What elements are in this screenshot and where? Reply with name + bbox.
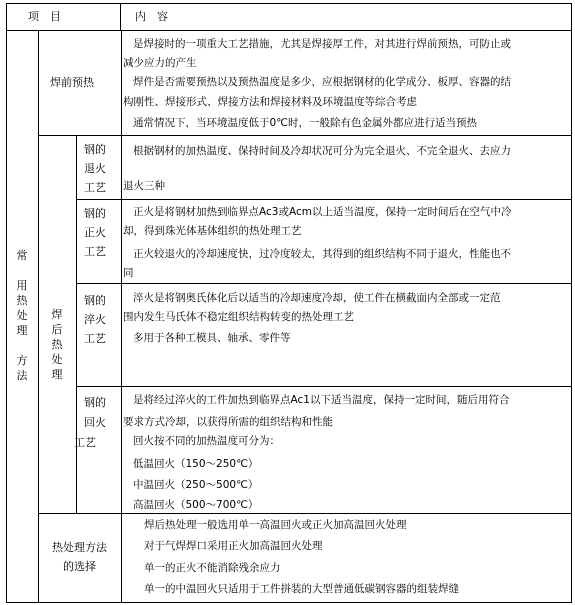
preheat-line-4: 构刚性、焊接形式、焊接方法和焊接材料及环境温度等综合考虑 bbox=[123, 96, 417, 108]
border-right bbox=[571, 3, 572, 603]
header-item: 项 目 bbox=[28, 10, 61, 23]
quenching-line-1: 淬火是将钢奥氏体化后以适当的冷却速度冷却，使工件在横截面内全部或一定范 bbox=[133, 292, 501, 304]
row-divider-quenching bbox=[76, 386, 572, 387]
quenching-line-3: 多用于各种工模具、轴承、零件等 bbox=[133, 332, 291, 344]
quenching-line-2: 围内发生马氏体不稳定组织结构转变的热处理工艺 bbox=[123, 311, 354, 323]
border-left bbox=[6, 3, 7, 603]
tempering-line-4: 低温回火（150～250℃） bbox=[133, 458, 259, 470]
col-divider-postweld bbox=[76, 135, 77, 514]
annealing-line-1: 根据钢材的加热温度、保持时间及冷却状况可分为完全退火、不完全退火、去应力 bbox=[133, 145, 511, 157]
tempering-line-3: 回火按不同的加热温度可分为： bbox=[133, 435, 280, 447]
selection-label: 热处理方法 的选择 bbox=[52, 541, 107, 573]
col-divider-content bbox=[121, 30, 122, 603]
tempering-line-6: 高温回火（500～700℃） bbox=[133, 499, 259, 511]
header-content: 内 容 bbox=[135, 10, 168, 23]
preheat-line-3: 焊件是否需要预热以及预热温度是多少，应根据钢材的化学成分、板厚、容器的结 bbox=[133, 76, 511, 88]
normalizing-label: 钢的 正火 工艺 bbox=[84, 207, 106, 258]
row-divider-annealing bbox=[76, 199, 572, 200]
category-label: 常 用 热 处 理 方 法 bbox=[16, 249, 28, 382]
normalizing-line-4: 同 bbox=[123, 267, 134, 279]
row-divider-preheat bbox=[38, 135, 572, 136]
border-top bbox=[6, 3, 572, 4]
border-bottom bbox=[6, 602, 572, 603]
normalizing-line-1: 正火是将钢材加热到临界点Ac3或Acm以上适当温度，保持一定时间后在空气中冷 bbox=[133, 206, 512, 218]
selection-line-2: 对于气焊焊口采用正火加高温回火处理 bbox=[144, 540, 323, 552]
tempering-line-2: 要求方式冷却，以获得所需的组织结构和性能 bbox=[123, 416, 333, 428]
tempering-line-1: 是将经过淬火的工件加热到临界点Ac1以下适当温度，保持一定时间，随后用符合 bbox=[133, 394, 510, 406]
selection-line-3: 单一的正火不能消除残余应力 bbox=[144, 562, 281, 574]
normalizing-line-3: 正火较退火的冷却速度快，过冷度较太，其得到的组织结构不同于退火，性能也不 bbox=[133, 248, 511, 260]
selection-line-4: 单一的中温回火只适用于工件拼装的大型普通低碳钢容器的组装焊缝 bbox=[144, 583, 459, 595]
col-divider-header bbox=[120, 3, 121, 31]
annealing-label: 钢的 退火 工艺 bbox=[84, 143, 106, 194]
row-divider-tempering bbox=[38, 513, 572, 514]
preheat-line-5: 通常情况下，当环境温度低于0℃时，一般除有色金属外都应进行适当预热 bbox=[133, 117, 477, 129]
tempering-label: 钢的 回火 工艺 bbox=[74, 396, 106, 449]
preheat-line-2: 减少应力的产生 bbox=[123, 57, 197, 69]
row-divider-normalizing bbox=[76, 283, 572, 284]
preheat-label: 焊前预热 bbox=[50, 76, 94, 89]
tempering-line-5: 中温回火（250～500℃） bbox=[133, 479, 259, 491]
annealing-line-2: 退火三种 bbox=[123, 180, 165, 192]
postweld-label: 焊 后 热 处 理 bbox=[51, 308, 63, 381]
normalizing-line-2: 却，得到珠光体基体组织的热处理工艺 bbox=[123, 225, 302, 237]
col-divider-category bbox=[38, 30, 39, 603]
preheat-line-1: 是焊接时的一项重大工艺措施，尤其是焊接厚工件，对其进行焊前预热，可防止或 bbox=[133, 38, 511, 50]
quenching-label: 钢的 淬火 工艺 bbox=[84, 294, 106, 345]
header-divider bbox=[6, 30, 572, 31]
selection-line-1: 焊后热处理一般选用单一高温回火或正火加高温回火处理 bbox=[144, 519, 407, 531]
